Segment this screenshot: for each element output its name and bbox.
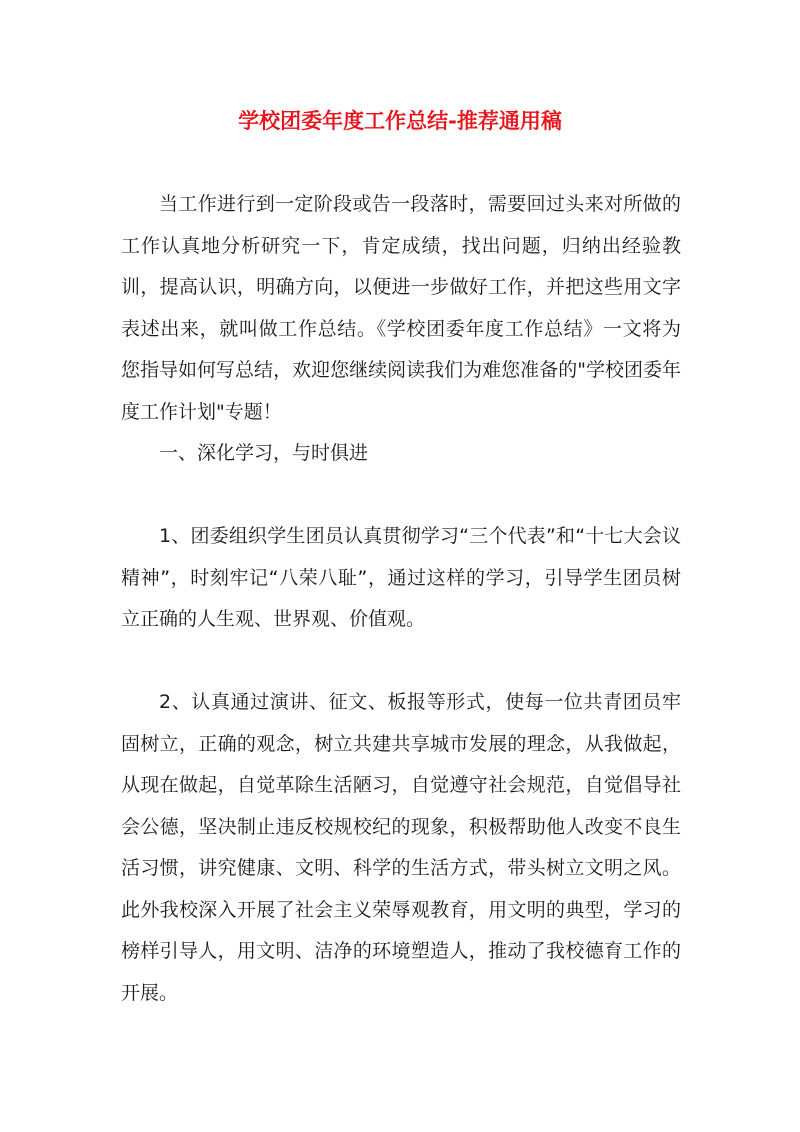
section-heading: 一、深化学习，与时俱进 <box>159 442 369 464</box>
intro-paragraph: 当工作进行到一定阶段或告一段落时，需要回过头来对所做的工作认真地分析研究一下，肯定成绩，找出问题，归纳出经验教训，提高认识，明确方向，以便进一步做好工作，并把这些用文字表述出来，就叫做工作总结。《学校团委年度工作总结》一文将为您指导如何写总结，欢迎您继续阅读我们为难您准备的"学校团委年度工作计划"专题！ <box>121 193 681 423</box>
item-paragraph-1: 1、团委组织学生团员认真贯彻学习“三个代表”和“十七大会议精神”，时刻牢记“八荣八耻”，通过这样的学习，引导学生团员树立正确的人生观、世界观、价值观。 <box>121 525 681 630</box>
document-title: 学校团委年度工作总结-推荐通用稿 <box>238 109 562 133</box>
item-paragraph-2: 2、认真通过演讲、征文、板报等形式，使每一位共青团员牢固树立，正确的观念，树立共建共享城市发展的理念，从我做起，从现在做起，自觉革除生活陋习，自觉遵守社会规范，自觉倡导社会公德，坚决制止违反校规校纪的现象，积极帮助他人改变不良生活习惯，讲究健康、文明、科学的生活方式，带头树立文明之风。此外我校深入开展了社会主义荣辱观教育，用文明的典型，学习的榜样引导人，用文明、洁净的环境塑造人，推动了我校德育工作的开展。 <box>121 691 681 1004</box>
